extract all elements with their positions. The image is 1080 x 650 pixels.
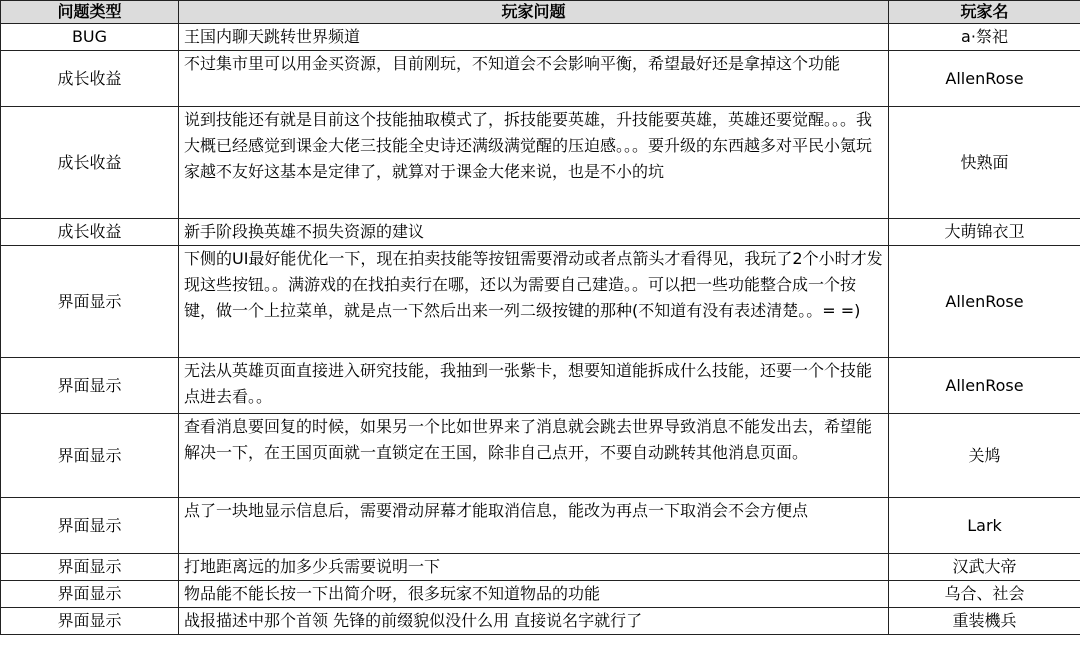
issue-text-cell: 无法从英雄页面直接进入研究技能，我抽到一张紫卡，想要知道能拆成什么技能，还要一个个技能点进去看。。	[179, 358, 889, 414]
issue-type-cell: 界面显示	[1, 246, 179, 358]
table-row	[1, 414, 1080, 498]
player-name-cell: AllenRose	[889, 51, 1080, 107]
issue-text-cell: 点了一块地显示信息后，需要滑动屏幕才能取消信息，能改为再点一下取消会不会方便点	[179, 498, 889, 554]
table-row	[1, 608, 1080, 635]
table-row	[1, 246, 1080, 358]
player-name-cell: 乌合、社会	[889, 581, 1080, 608]
issue-type-cell: BUG	[1, 24, 179, 51]
issue-text-cell: 不过集市里可以用金买资源，目前刚玩，不知道会不会影响平衡，希望最好还是拿掉这个功能	[179, 51, 889, 107]
table-row	[1, 358, 1080, 414]
table-row	[1, 581, 1080, 608]
issue-type-cell: 界面显示	[1, 498, 179, 554]
table-row	[1, 107, 1080, 219]
player-name-cell: 重装機兵	[889, 608, 1080, 635]
issue-text-cell: 物品能不能长按一下出简介呀，很多玩家不知道物品的功能	[179, 581, 889, 608]
issue-type-cell: 界面显示	[1, 608, 179, 635]
player-name-cell: 快熟面	[889, 107, 1080, 219]
header-player: 玩家名	[889, 1, 1080, 24]
player-name-cell: AllenRose	[889, 358, 1080, 414]
player-name-cell: AllenRose	[889, 246, 1080, 358]
player-name-cell: 汉武大帝	[889, 554, 1080, 581]
issue-text-cell: 下侧的UI最好能优化一下，现在拍卖技能等按钮需要滑动或者点箭头才看得见，我玩了2个小时才发现这些按钮。。满游戏的在找拍卖行在哪，还以为需要自己建造。。可以把一些功能整合成一个按键，做一个上拉菜单，就是点一下然后出来一列二级按键的那种(不知道有没有表述清楚。。= =)	[179, 246, 889, 358]
player-name-cell: Lark	[889, 498, 1080, 554]
issue-text-cell: 查看消息要回复的时候，如果另一个比如世界来了消息就会跳去世界导致消息不能发出去，希望能解决一下，在王国页面就一直锁定在王国，除非自己点开，不要自动跳转其他消息页面。	[179, 414, 889, 498]
table-row	[1, 498, 1080, 554]
player-name-cell: a·祭祀	[889, 24, 1080, 51]
issue-text-cell: 新手阶段换英雄不损失资源的建议	[179, 219, 889, 246]
issue-type-cell: 成长收益	[1, 107, 179, 219]
table-row	[1, 51, 1080, 107]
player-name-cell: 大萌锦衣卫	[889, 219, 1080, 246]
issue-type-cell: 成长收益	[1, 219, 179, 246]
issue-type-cell: 成长收益	[1, 51, 179, 107]
issue-text-cell: 战报描述中那个首领 先锋的前缀貌似没什么用 直接说名字就行了	[179, 608, 889, 635]
issue-type-cell: 界面显示	[1, 358, 179, 414]
issue-type-cell: 界面显示	[1, 554, 179, 581]
header-row	[1, 1, 1080, 24]
header-issue: 玩家问题	[179, 1, 889, 24]
issue-text-cell: 王国内聊天跳转世界频道	[179, 24, 889, 51]
table-row	[1, 554, 1080, 581]
table-row	[1, 219, 1080, 246]
issue-text-cell: 打地距离远的加多少兵需要说明一下	[179, 554, 889, 581]
issue-type-cell: 界面显示	[1, 581, 179, 608]
table-row	[1, 24, 1080, 51]
header-type: 问题类型	[1, 1, 179, 24]
issue-text-cell: 说到技能还有就是目前这个技能抽取模式了，拆技能要英雄，升技能要英雄，英雄还要觉醒。。。我大概已经感觉到课金大佬三技能全史诗还满级满觉醒的压迫感。。。要升级的东西越多对平民小氪玩家越不友好这基本是定律了，就算对于课金大佬来说，也是不小的坑	[179, 107, 889, 219]
player-name-cell: 关鸠	[889, 414, 1080, 498]
issue-type-cell: 界面显示	[1, 414, 179, 498]
